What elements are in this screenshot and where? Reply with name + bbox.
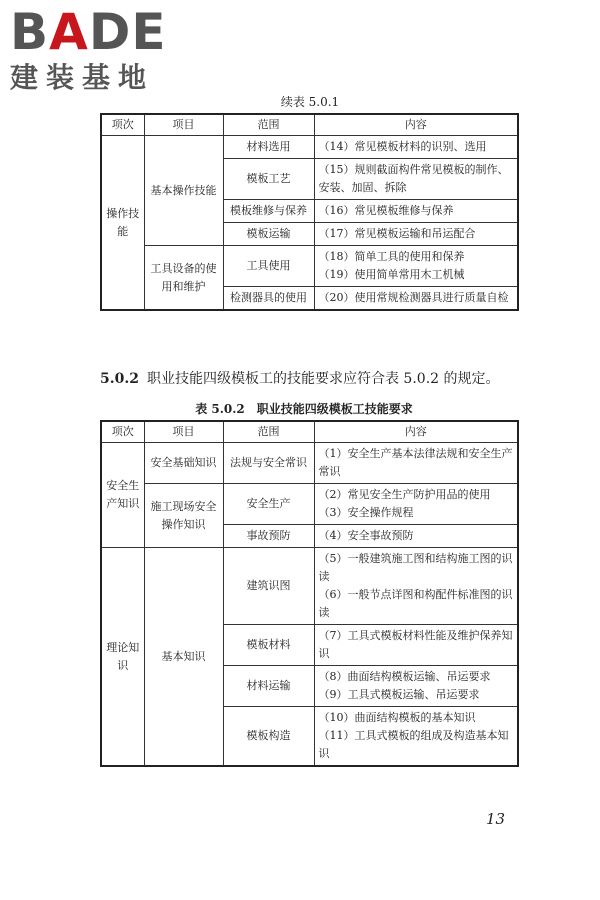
header-cell: 内容 [314, 421, 518, 443]
scope-cell: 模板运输 [223, 223, 314, 246]
table1-caption: 续表 5.0.1 [280, 95, 340, 109]
table-row [101, 484, 518, 525]
table-header-row [101, 421, 518, 443]
content-cell: （2）常见安全生产防护用品的使用 （3）安全操作规程 [314, 484, 518, 525]
item-cell: 基本知识 [144, 548, 223, 767]
item-cell: 工具设备的使用和维护 [144, 246, 223, 311]
content-cell: （16）常见模板维修与保养 [314, 200, 518, 223]
scope-cell: 模板构造 [223, 707, 314, 767]
item-cell: 施工现场安全操作知识 [144, 484, 223, 548]
header-cell: 项目 [144, 421, 223, 443]
content-cell: （7）工具式模板材料性能及维护保养知识 [314, 625, 518, 666]
content-cell: （14）常见模板材料的识别、选用 [314, 136, 518, 159]
content-cell: （15）规则截面构件常见模板的制作、安装、加固、拆除 [314, 159, 518, 200]
header-cell: 项次 [101, 114, 144, 136]
scope-cell: 工具使用 [223, 246, 314, 287]
scope-cell: 事故预防 [223, 525, 314, 548]
logo-wordmark: BADE [10, 3, 167, 61]
table-5-0-2 [100, 420, 519, 767]
scope-cell: 建筑识图 [223, 548, 314, 625]
table-row [101, 136, 518, 159]
table2-caption: 表 5.0.2 职业技能四级模板工技能要求 [195, 402, 413, 416]
scope-cell: 模板工艺 [223, 159, 314, 200]
content-cell: （17）常见模板运输和吊运配合 [314, 223, 518, 246]
content-cell: （4）安全事故预防 [314, 525, 518, 548]
page-number: 13 [486, 810, 506, 828]
scope-cell: 模板维修与保养 [223, 200, 314, 223]
table-header-row [101, 114, 518, 136]
scope-cell: 模板材料 [223, 625, 314, 666]
table-5-0-1-continued [100, 113, 519, 311]
table-row [101, 443, 518, 484]
category-cell: 理论知识 [101, 548, 144, 767]
category-cell: 安全生产知识 [101, 443, 144, 548]
table-row [101, 246, 518, 287]
scope-cell: 检测器具的使用 [223, 287, 314, 311]
clause-text: 职业技能四级模板工的技能要求应符合表 5.0.2 的规定。 [146, 371, 500, 387]
header-cell: 项次 [101, 421, 144, 443]
category-cell: 操作技能 [101, 136, 144, 311]
logo-subtitle: 建装基地 [10, 61, 155, 94]
clause-5-0-2 [100, 368, 500, 388]
scope-cell: 法规与安全常识 [223, 443, 314, 484]
table-row [101, 548, 518, 625]
content-cell: （10）曲面结构模板的基本知识 （11）工具式模板的组成及构造基本知识 [314, 707, 518, 767]
header-cell: 范围 [223, 421, 314, 443]
item-cell: 基本操作技能 [144, 136, 223, 246]
header-cell: 项目 [144, 114, 223, 136]
brand-logo [10, 4, 182, 100]
content-cell: （8）曲面结构模板运输、吊运要求 （9）工具式模板运输、吊运要求 [314, 666, 518, 707]
scope-cell: 安全生产 [223, 484, 314, 525]
content-cell: （5）一般建筑施工图和结构施工图的识读 （6）一般节点详图和构配件标准图的识读 [314, 548, 518, 625]
item-cell: 安全基础知识 [144, 443, 223, 484]
content-cell: （20）使用常规检测器具进行质量自检 [314, 287, 518, 311]
scope-cell: 材料运输 [223, 666, 314, 707]
header-cell: 范围 [223, 114, 314, 136]
clause-number: 5.0.2 [100, 371, 139, 387]
scope-cell: 材料选用 [223, 136, 314, 159]
content-cell: （18）简单工具的使用和保养 （19）使用简单常用木工机械 [314, 246, 518, 287]
header-cell: 内容 [314, 114, 518, 136]
content-cell: （1）安全生产基本法律法规和安全生产常识 [314, 443, 518, 484]
